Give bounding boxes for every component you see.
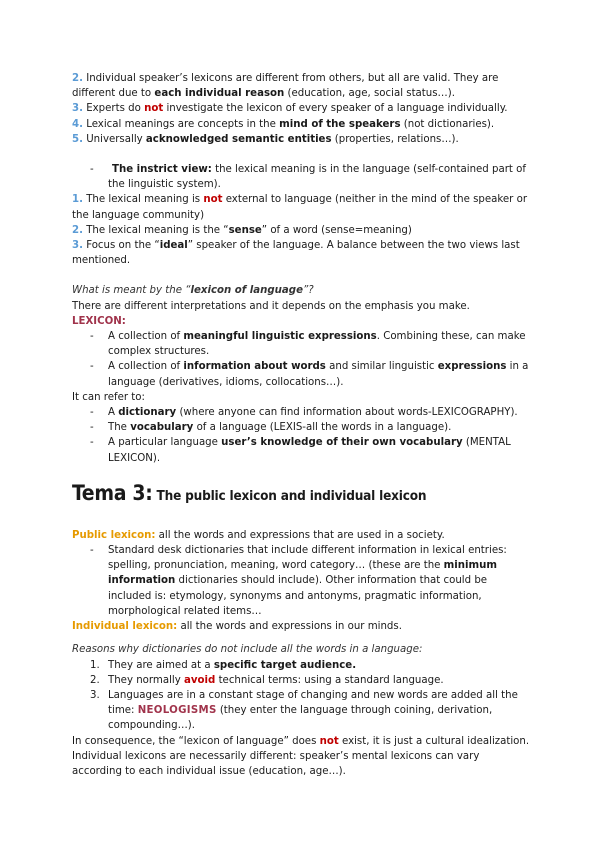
point-2: 2. Individual speaker’s lexicons are different from others, but all are valid. They are different due to each individual reason (education, age, social status…). [72, 73, 499, 100]
lexicon-intro: There are different interpretations and it depends on the emphasis you make. [72, 300, 470, 312]
consequence-1: In consequence, the “lexicon of language” does not exist, it is just a cultural idealization. [72, 735, 530, 747]
point-5: 5. Universally acknowledged semantic entities (properties, relations…). [72, 133, 459, 145]
reasons-title: Reasons why dictionaries do not include all the words in a language: [72, 644, 423, 656]
individual-lexicon: Individual lexicon: all the words and expressions in our minds. [72, 621, 402, 633]
point-4: 4. Lexical meanings are concepts in the mind of the speakers (not dictionaries). [72, 118, 495, 130]
consequence-2: Individual lexicons are necessarily different: speaker’s mental lexicons can vary according to each individual issue (education, age…). [72, 750, 480, 777]
document-page [72, 71, 532, 779]
instrict-view: - The instrict view: the lexical meaning is in the language (self-contained part of the linguistic system). [90, 164, 526, 191]
lexicon-refer-3: - A particular language user’s knowledge of their own vocabulary (MENTAL LEXICON). [90, 437, 511, 464]
instrict-point-2: 2. The lexical meaning is the “sense” of a word (sense=meaning) [72, 224, 412, 236]
section-heading: Tema 3: The public lexicon and individual lexicon [72, 480, 427, 505]
lexicon-question: What is meant by the “lexicon of language”? [72, 285, 314, 297]
lexicon-def-1: - A collection of meaningful linguistic expressions. Combining these, can make complex structures. [90, 331, 526, 358]
lexicon-def-2: - A collection of information about words and similar linguistic expressions in a language (derivatives, idioms, collocations…). [90, 361, 529, 388]
lexicon-refer-2: - The vocabulary of a language (LEXIS-all the words in a language). [90, 422, 452, 434]
reason-2: 2. They normally avoid technical terms: using a standard language. [90, 674, 444, 686]
lexicon-label: LEXICON: [72, 315, 126, 327]
lexicon-refer-1: - A dictionary (where anyone can find information about words-LEXICOGRAPHY). [90, 407, 518, 419]
point-3: 3. Experts do not investigate the lexicon of every speaker of a language individually. [72, 103, 508, 115]
lexicon-refer: It can refer to: [72, 391, 145, 403]
instrict-point-1: 1. The lexical meaning is not external to language (neither in the mind of the speaker or the language community) [72, 194, 528, 221]
public-lexicon: Public lexicon: all the words and expressions that are used in a society. [72, 529, 445, 541]
reason-1: 1. They are aimed at a specific target audience. [90, 659, 357, 671]
instrict-point-3: 3. Focus on the “ideal” speaker of the language. A balance between the two views last mentioned. [72, 240, 520, 267]
public-lexicon-detail: - Standard desk dictionaries that include different information in lexical entries: spelling, pronunciation, meaning, word category… (these are the minimum information dictionaries should include). Other information that could be included is: etymology, synonyms and antonyms, pragmatic information, morphological related items… [90, 545, 507, 617]
reason-3: 3. Languages are in a constant stage of changing and new words are added all the time: NEOLOGISMS (they enter the language through coining, derivation, compounding…). [90, 689, 518, 732]
